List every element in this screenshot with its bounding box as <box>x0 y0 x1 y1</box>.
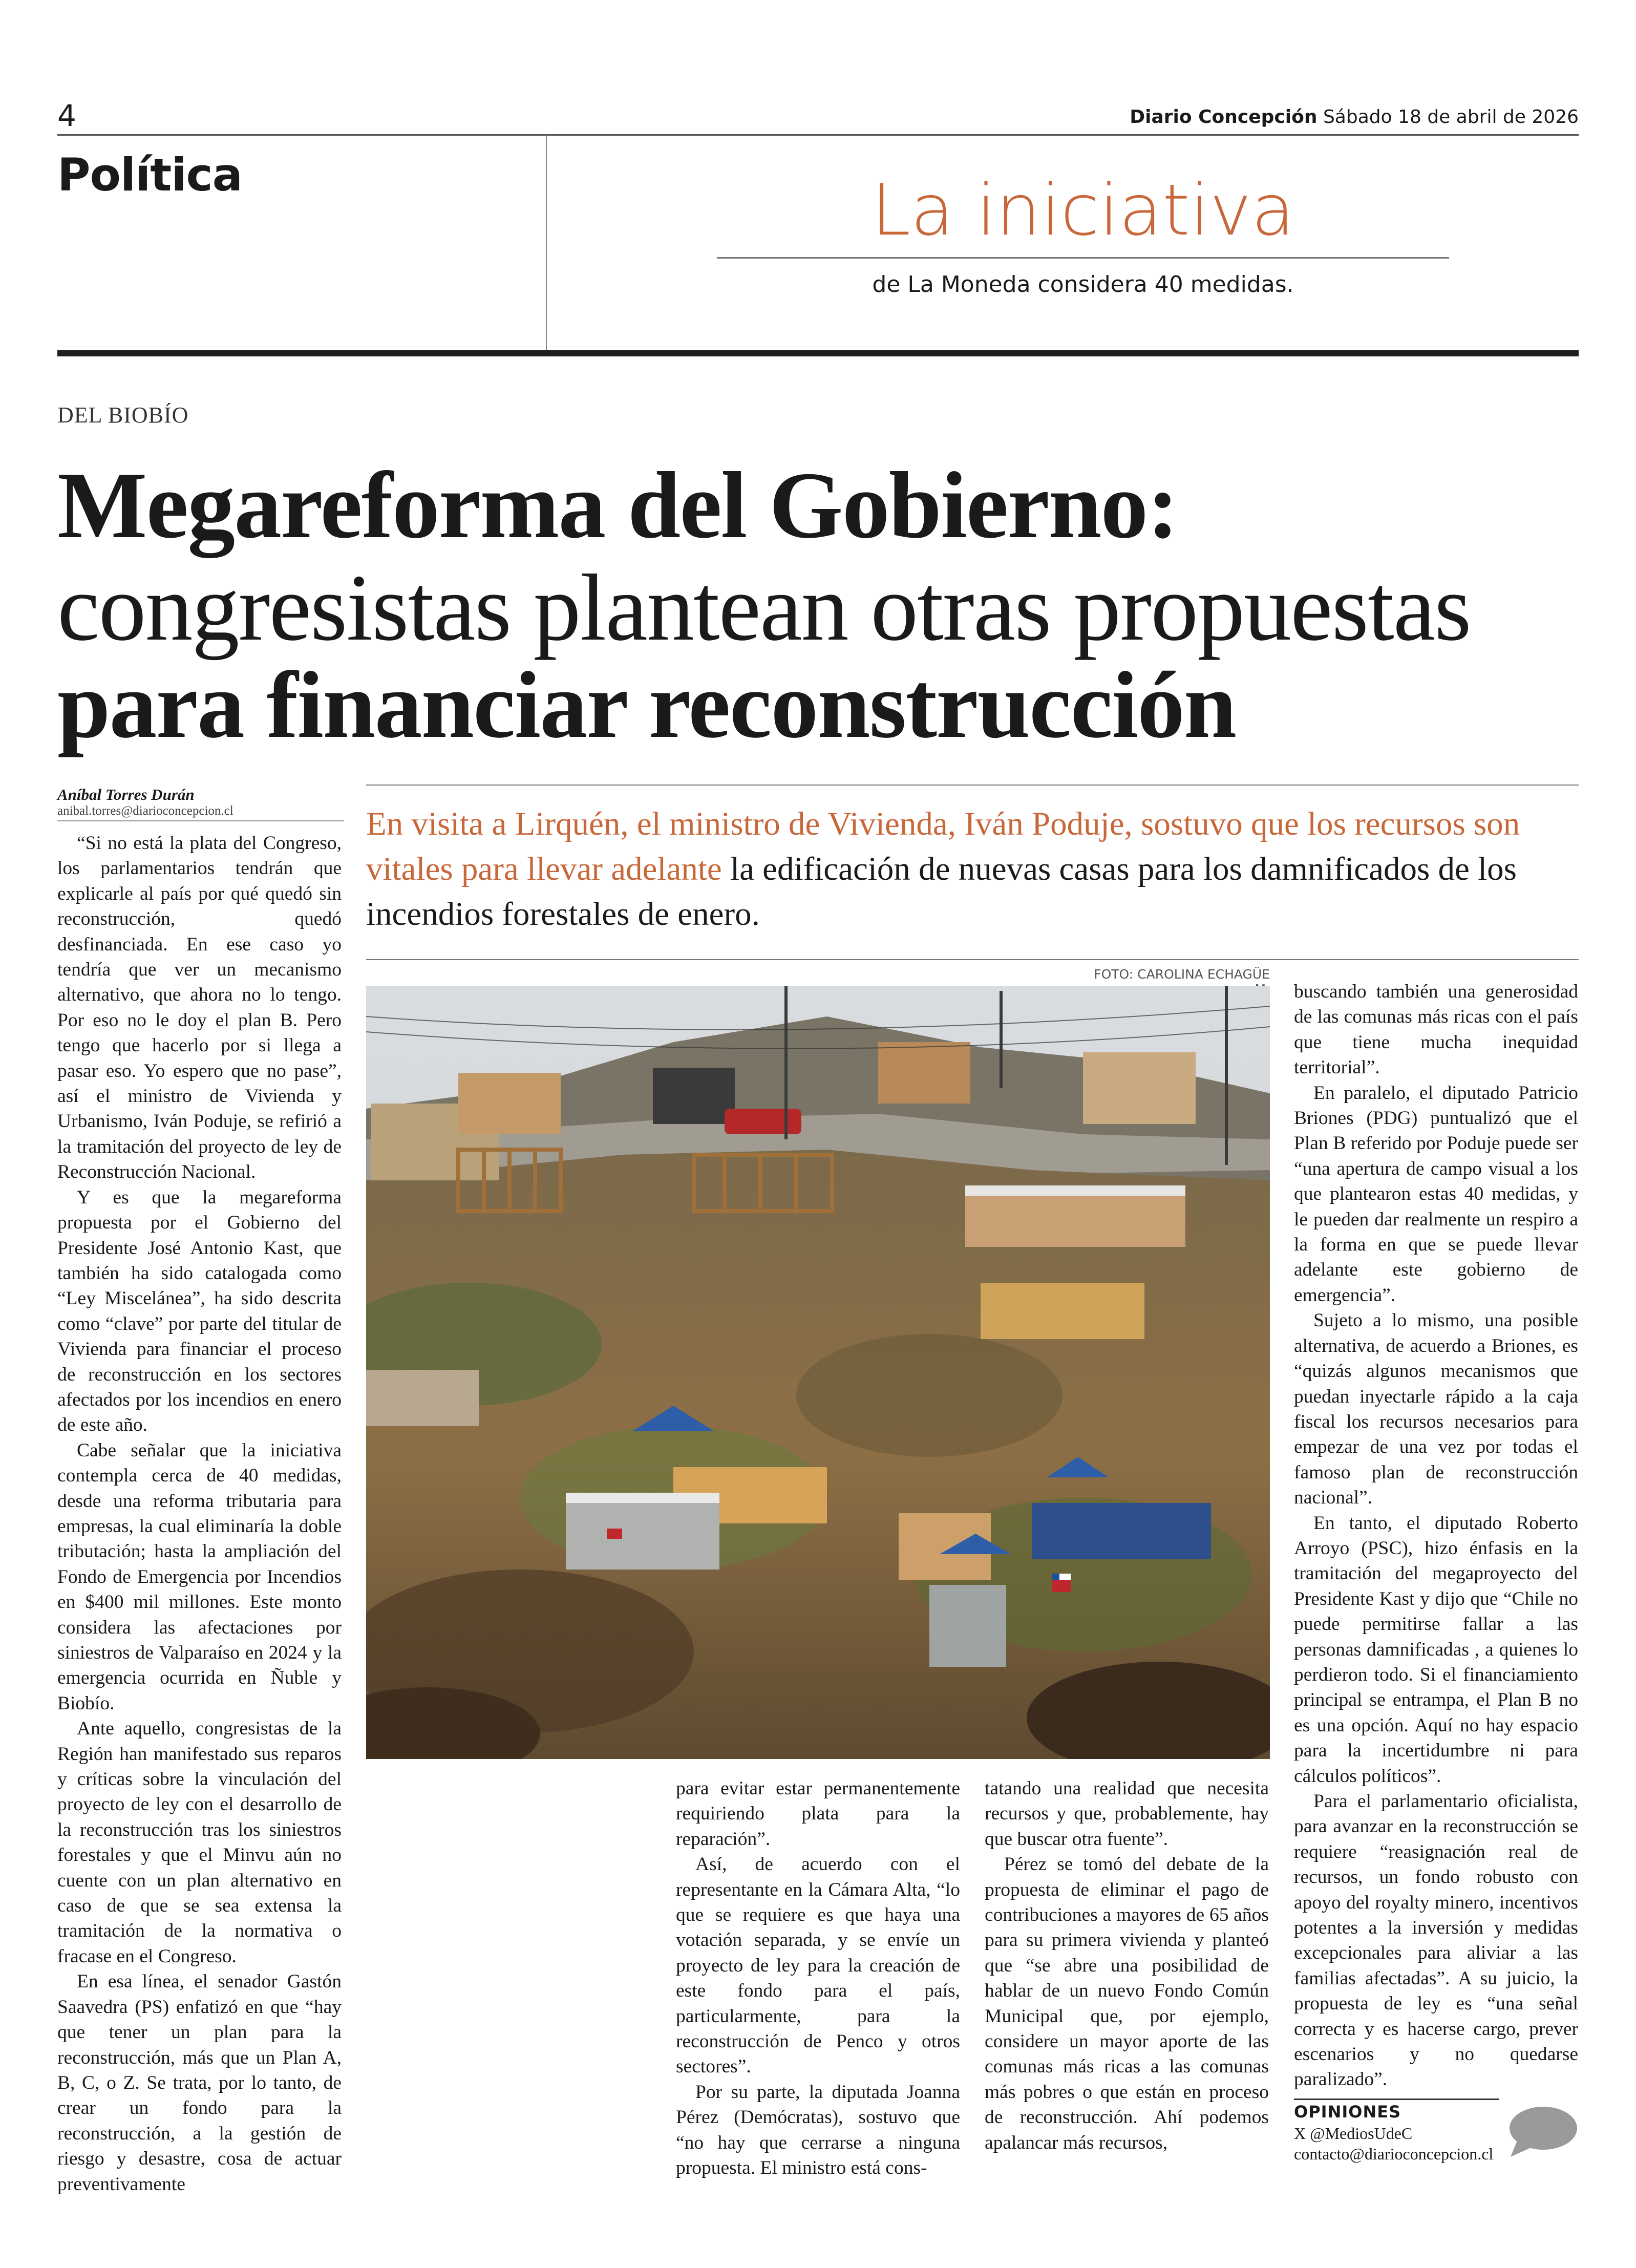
kicker: DEL BIOBÍO <box>57 402 189 428</box>
issue-date: Sábado 18 de abril de 2026 <box>1323 107 1579 128</box>
paragraph: Sujeto a lo mismo, una posible alternativa, de acuerdo a Briones, es “quizás algunos mecanismos que puedan inyectarle rápido a la caja fiscal los recursos necesarios para empezar de una vez por todas el famoso plan de reconstrucción nacional”. <box>1294 1310 1578 1509</box>
article-column-3 <box>985 1776 1269 2155</box>
paragraph: Cabe señalar que la iniciativa contempla cerca de 40 medidas, desde una reforma tributaria para empresas, la cual eliminaría la doble tributación; hasta la ampliación del Fondo de Emergencia por Incendios en $400 mil millones. Este monto considera las afectaciones por siniestros de Valparaíso en 2024 y la emergencia ocurrida en Ñuble y Biobío. <box>57 1439 342 1714</box>
byline-rule <box>57 820 344 821</box>
article-column-4 <box>1294 979 1578 2092</box>
headline-line-3: para financiar reconstrucción <box>57 652 1236 758</box>
newspaper-name: Diario Concepción <box>1130 107 1318 128</box>
paragraph: Ante aquello, congresistas de la Región han manifestado sus reparos y críticas sobre la vinculación del proyecto de ley con el desarrollo de la reconstrucción tras los siniestros forestales y que el Minvu aún no cuente con un plan alternativo en caso de que se sea extensa la tramitación de la normativa o fracase en el Congreso. <box>57 1718 342 1967</box>
paragraph: En esa línea, el senador Gastón Saavedra (PS) enfatizó en que “hay que tener un plan para la reconstrucción, más que un Plan A, B, C, o Z. Se trata, por lo tanto, de crear un fondo para la reconstrucción, a la gestión de riesgo y desastre, cosa de actuar preventivamente <box>57 1971 342 2195</box>
article-column-2 <box>676 1776 960 2181</box>
paragraph: Por su parte, la diputada Joanna Pérez (Demócratas), sostuvo que “no hay que cerrarse a ninguna propuesta. El ministro está cons- <box>676 2081 960 2179</box>
lead-paragraph <box>366 801 1559 937</box>
paragraph: Pérez se tomó del debate de la propuesta de eliminar el pago de contribuciones a mayores de 65 años para su primera vivienda y planteó que “se abre una posibilidad de hablar de un nuevo Fondo Común Municipal que, por ejemplo, considere un mayor aporte de las comunas más ricas a las comunas más pobres o que están en proceso de reconstrucción. Ahí podemos apalancar más recursos, <box>985 1854 1269 2153</box>
paragraph: buscando también una generosidad de las comunas más ricas con el país que tiene mucha inequidad territorial”. <box>1294 981 1578 1078</box>
hillside-houses-illustration <box>366 986 1270 1759</box>
author-name: Aníbal Torres Durán <box>57 786 195 803</box>
paragraph: tatando una realidad que necesita recursos y que, probablemente, hay que buscar otra fuente”. <box>985 1778 1269 1850</box>
paragraph: para evitar estar permanentemente requiriendo plata para la reparación”. <box>676 1778 960 1850</box>
paragraph: En tanto, el diputado Roberto Arroyo (PSC), hizo énfasis en la tramitación del megaproyecto del Presidente Kast y dijo que “Chile no puede permitirse fallar a las personas damnificadas , a quienes lo perdieron todo. Si el financiamiento principal se entrampa, el Plan B no es una opción. Aquí no hay espacio para la incertidumbre ni para cálculos políticos”. <box>1294 1512 1578 1787</box>
article-photo <box>366 986 1270 1759</box>
paragraph: En paralelo, el diputado Patricio Briones (PDG) puntualizó que el Plan B referido por Poduje puede ser “una apertura de campo visual a los que plantearon estas 40 medidas, y le pueden dar realmente un respiro a la forma en que se puede llevar adelante este gobierno de emergencia”. <box>1294 1082 1578 1306</box>
photo-credit: FOTO: CAROLINA ECHAGÜE <box>1094 967 1270 982</box>
teaser-subtitle: de La Moneda considera 40 medidas. <box>872 271 1294 298</box>
speech-bubble-icon <box>1506 2104 1578 2160</box>
paragraph: Así, de acuerdo con el representante en la Cámara Alta, “lo que se requiere es que haya una votación separada, y se envíe un proyecto de ley para la creación de este fondo para el país, particularmente, para la reconstrucción de Penco y otros sectores”. <box>676 1854 960 2078</box>
opinions-rule <box>1294 2099 1499 2100</box>
teaser-rule <box>717 257 1449 259</box>
paragraph: Para el parlamentario oficialista, para avanzar en la reconstrucción se requiere “reasignación real de recursos, un fondo robusto con apoyo del royalty minero, incentivos potentes a la inversión y medidas excepcionales para aliviar a las familias afectadas”. A su juicio, la propuesta de ley es “una señal correcta y es hacerse cargo, prever escenarios y no quedarse paralizado”. <box>1294 1791 1578 2090</box>
top-rule <box>57 134 1579 136</box>
header-divider <box>546 135 547 350</box>
paragraph: Y es que la megareforma propuesta por el Gobierno del Presidente José Antonio Kast, que también ha sido catalogada como “Ley Miscelánea”, ha sido descrita como “clave” por parte del titular de Vivienda para financiar el proceso de reconstrucción en los sectores afectados por los incendios en enero de este año. <box>57 1186 342 1436</box>
lead-rest: la edificación de nuevas casas para los damnificados de los incendios forestales de enero. <box>366 851 1517 932</box>
headline-line-1: Megareforma del Gobierno: <box>57 453 1178 558</box>
lead-rule-bottom <box>366 959 1579 960</box>
opinions-email[interactable]: contacto@diarioconcepcion.cl <box>1294 2145 1494 2163</box>
lead-highlight: En visita a Lirquén, el ministro de Vivienda, Iván Poduje, sostuvo que los recursos son vitales para llevar adelante <box>366 806 1520 887</box>
section-title: Política <box>57 149 243 201</box>
headline-line-2: congresistas plantean otras propuestas <box>57 555 1471 661</box>
lead-rule-top <box>366 785 1579 786</box>
author-email: anibal.torres@diarioconcepcion.cl <box>57 804 233 818</box>
header-bottom-rule <box>57 350 1579 356</box>
paragraph: “Si no está la plata del Congreso, los parlamentarios tendrán que explicarle al país por qué quedó sin reconstrucción, quedó desfinanciada. En ese caso yo tendría que ver un mecanismo alternativo, que ahora no lo tengo. Por eso no le doy el plan B. Pero tengo que hacerlo por si llega a pasar eso. Yo espero que no pase”, así el ministro de Vivienda y Urbanismo, Iván Poduje, se refirió a la tramitación del proyecto de ley de Reconstrucción Nacional. <box>57 833 342 1183</box>
article-column-1 <box>57 831 342 2197</box>
page-number: 4 <box>57 98 76 133</box>
opinions-handle[interactable]: X @MediosUdeC <box>1294 2124 1413 2143</box>
masthead <box>1130 107 1579 128</box>
opinions-title: OPINIONES <box>1294 2102 1401 2122</box>
teaser-title: La iniciativa <box>871 169 1295 251</box>
